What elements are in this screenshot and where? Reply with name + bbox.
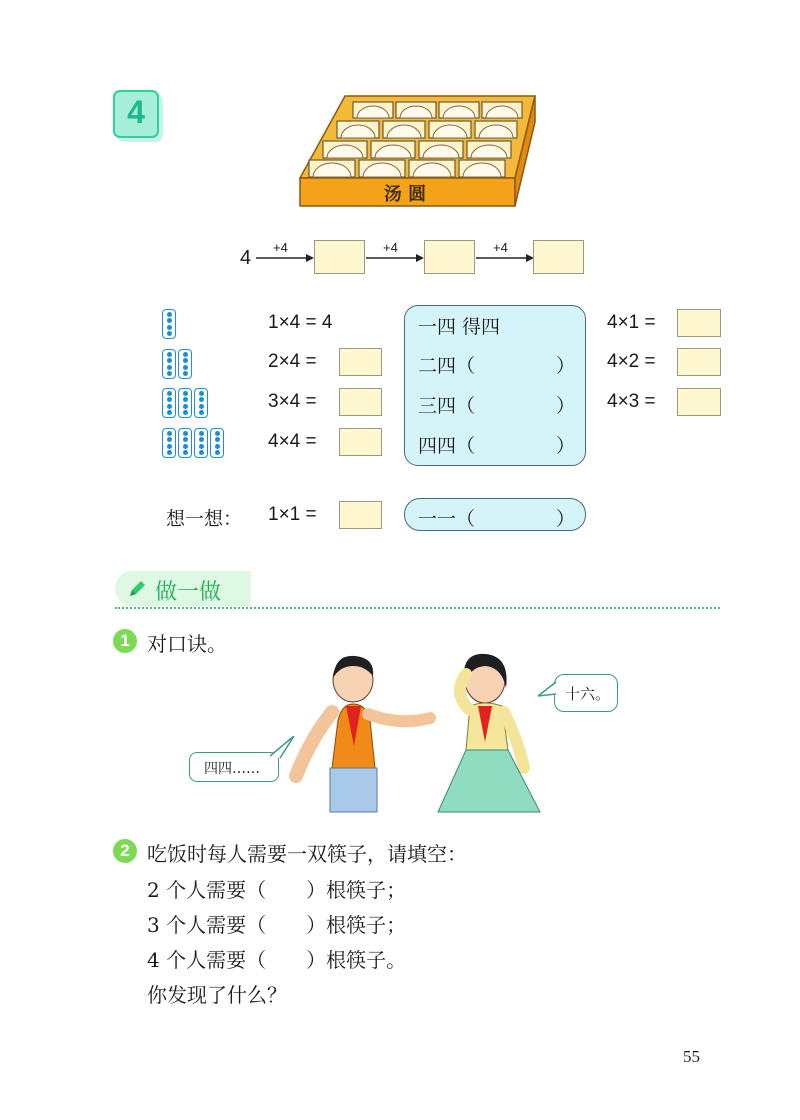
think-answer-box[interactable] (339, 501, 382, 529)
arrow-right-icon (366, 252, 424, 264)
example-number: 4 (127, 94, 145, 130)
left-equation-3: 3×4 = (268, 391, 317, 412)
children-illustration (280, 650, 550, 815)
boy-speech-bubble (189, 752, 279, 782)
koujue-line-3: 三四（ (418, 395, 476, 417)
dot-stick-icon (210, 428, 224, 458)
girl-speech-bubble (554, 674, 618, 712)
add-answer-box-2[interactable] (424, 240, 475, 274)
question-1-number: 1 (120, 631, 130, 650)
section-title: 做一做 (155, 580, 222, 605)
question-2-text: 吃饭时每人需要一双筷子，请填空： (147, 842, 467, 866)
dot-group-4 (162, 428, 224, 458)
dot-group-1 (162, 309, 176, 339)
right-answer-box-2[interactable] (677, 348, 721, 376)
right-equation-3: 4×3 = (607, 391, 656, 412)
question-2-number: 2 (120, 841, 130, 860)
tray-label: 汤 圆 (383, 184, 427, 205)
add-label: +4 (383, 240, 398, 255)
add-answer-box-3[interactable] (533, 240, 584, 274)
dot-stick-icon (178, 428, 192, 458)
think-label: 想一想： (166, 508, 243, 530)
left-equation-4: 4×4 = (268, 431, 317, 452)
left-answer-box-3[interactable] (339, 388, 382, 416)
question-2-line-3: 4 个人需要（ ）根筷子。 (147, 948, 407, 972)
right-equation-2: 4×2 = (607, 351, 656, 372)
right-answer-box-3[interactable] (677, 388, 721, 416)
girl-bubble-text: 十六。 (565, 685, 611, 703)
page-number: 55 (683, 1047, 700, 1066)
dot-stick-icon (162, 349, 176, 379)
bubble-tail (270, 736, 296, 760)
dot-stick-icon (162, 309, 176, 339)
dot-stick-icon (178, 349, 192, 379)
question-2-line-1: 2 个人需要（ ）根筷子； (147, 878, 407, 902)
koujue-close-paren-2: ） (556, 355, 576, 377)
example-number-badge (113, 90, 159, 138)
koujue-close-paren-3: ） (556, 395, 576, 417)
dot-stick-icon (162, 428, 176, 458)
add-label: +4 (493, 240, 508, 255)
question-2-line-4: 你发现了什么？ (147, 983, 287, 1007)
dot-stick-icon (162, 388, 176, 418)
right-answer-box-1[interactable] (677, 309, 721, 337)
think-koujue: 一一（ (418, 508, 476, 530)
koujue-line-2: 二四（ (418, 355, 476, 377)
question-1-text: 对口诀。 (147, 632, 227, 656)
arrow-right-icon (476, 252, 534, 264)
arrow-right-icon (256, 252, 314, 264)
add-label: +4 (273, 240, 288, 255)
dot-stick-icon (194, 428, 208, 458)
think-equation: 1×1 = (268, 504, 317, 525)
pencil-icon (127, 579, 147, 599)
bubble-tail (538, 680, 558, 702)
koujue-line-1: 一四 得四 (418, 316, 501, 338)
dot-stick-icon (194, 388, 208, 418)
think-close-paren: ） (556, 508, 576, 530)
dot-group-2 (162, 349, 192, 379)
section-header (115, 571, 251, 606)
question-1-badge (113, 629, 137, 653)
left-equation-2: 2×4 = (268, 351, 317, 372)
add-answer-box-1[interactable] (314, 240, 365, 274)
koujue-line-4: 四四（ (418, 435, 476, 457)
koujue-close-paren-4: ） (556, 435, 576, 457)
add-start-number: 4 (240, 247, 252, 269)
dot-group-3 (162, 388, 208, 418)
left-answer-box-2[interactable] (339, 348, 382, 376)
section-divider (115, 607, 720, 609)
boy-bubble-text: 四四…… (204, 761, 260, 777)
right-equation-1: 4×1 = (607, 312, 656, 333)
question-2-line-2: 3 个人需要（ ）根筷子； (147, 913, 407, 937)
dot-stick-icon (178, 388, 192, 418)
left-answer-box-4[interactable] (339, 428, 382, 456)
question-2-badge (113, 839, 137, 863)
left-equation-1: 1×4 = 4 (268, 312, 333, 333)
